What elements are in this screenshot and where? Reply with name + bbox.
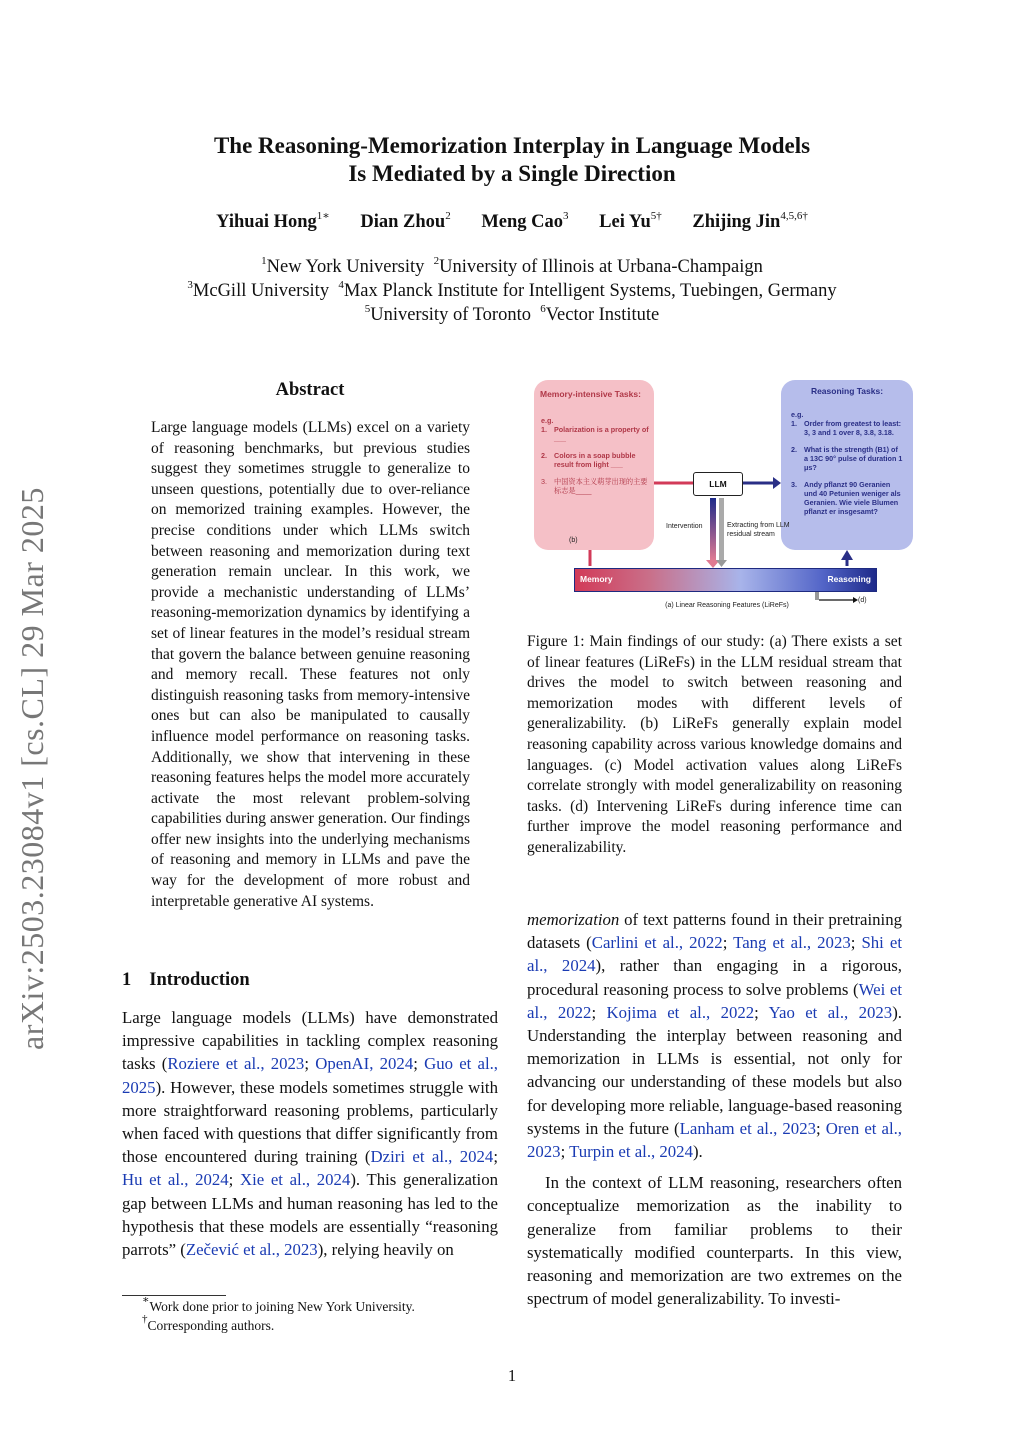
footnote-rule: [122, 1295, 226, 1296]
llm-box: LLM: [693, 472, 743, 496]
section-heading: [122, 970, 250, 991]
text-run: ;: [815, 1118, 826, 1138]
citation-link[interactable]: Guo et al., 2025: [122, 1054, 499, 1097]
citation-link[interactable]: Wei et al., 2022: [527, 979, 902, 1022]
figure-1: [527, 378, 919, 610]
title-line-1: The Reasoning-Memorization Interplay in Language Models: [213, 133, 811, 158]
lirefs-bar: [574, 568, 877, 592]
citation-link[interactable]: Roziere et al., 2023: [167, 1054, 305, 1074]
arrowhead: [841, 550, 853, 560]
memory-task: 3. 中国资本主义萌芽出现的主要标志是____: [541, 477, 648, 495]
citation-link[interactable]: Dziri et al., 2024: [370, 1147, 494, 1167]
text-run: ;: [754, 1002, 769, 1022]
memory-box-title: Memory-intensive Tasks:: [540, 389, 641, 399]
page-number: 1: [507, 1366, 517, 1385]
bar-right-label: Reasoning: [827, 574, 871, 584]
bar-left-label: Memory: [580, 574, 613, 584]
footnote: ∗Work done prior to joining New York University.: [142, 1294, 415, 1314]
reasoning-tasks-box: [781, 380, 913, 550]
author: Yihuai Hong$^{1∗}$: [216, 210, 330, 232]
intervention-arrow: [710, 498, 716, 560]
reasoning-task: 1. Order from greatest to least: 3, 3 and 1 over 8, 3.8, 3.18.: [791, 419, 902, 437]
citation-link[interactable]: Xie et al., 2024: [239, 1170, 351, 1190]
text-run: ). This generalization gap between LLMs and human reasoning has led to the hypothesis that these models are essentially “reasoning parrots” (: [122, 1170, 499, 1260]
label-b: (b): [569, 537, 578, 544]
affiliation-line: $^5$University of Toronto $^6$Vector Institute: [364, 303, 660, 325]
author: Meng Cao$^3$: [481, 210, 569, 232]
text-run: ;: [591, 1002, 607, 1022]
citation-link[interactable]: Hu et al., 2024: [122, 1170, 229, 1190]
text-run: ;: [850, 933, 862, 953]
memory-task: 1. Polarization is a property of ___: [541, 425, 649, 443]
eg-label: e.g.: [541, 416, 554, 425]
affiliations: [0, 255, 1024, 327]
right-column-text: [527, 908, 902, 1310]
arrowhead: [773, 477, 781, 489]
intervention-label: Intervention: [666, 523, 703, 530]
eg-label: e.g.: [791, 410, 804, 419]
author-list: [0, 212, 1024, 233]
section-number: 1: [122, 970, 132, 990]
paragraph: In the context of LLM reasoning, researchers often conceptualize memorization as the inability to generalize from familiar problems to their systematically modified counterparts. In this view, reasoning and memorization are two extremes on the spectrum of model generalizability. To investi-: [527, 1173, 902, 1309]
figure-subcaption: (a) Linear Reasoning Features (LiReFs): [665, 602, 789, 609]
text-run: Large language models (LLMs) have demonstrated impressive capabilities in tackling complex reasoning tasks (: [122, 1008, 498, 1074]
citation-link[interactable]: Yao et al., 2023: [768, 1002, 893, 1022]
extract-arrow: [719, 498, 724, 560]
emphasis: memorization: [527, 910, 620, 929]
arrowhead: [716, 560, 727, 567]
footnote: †Corresponding authors.: [142, 1313, 275, 1333]
text-run: ), relying heavily on: [317, 1240, 454, 1260]
text-run: of text patterns found in their pretraining datasets (: [527, 910, 902, 953]
author: Zhijing Jin$^{4,5,6\dagger}$: [692, 210, 808, 232]
author: Dian Zhou$^2$: [360, 210, 451, 232]
text-run: ;: [304, 1054, 316, 1074]
extract-label: Extracting from LLM residual stream: [727, 522, 790, 538]
paragraph: [527, 908, 902, 1163]
citation-link[interactable]: Shi et al., 2024: [527, 933, 902, 976]
text-run: ). Understanding the interplay between reasoning and memorization in LLMs is essential, not only for advancing our understanding of these models but also for developing more reliable, language-based reasoning systems in the future (: [527, 1002, 902, 1138]
text-run: ;: [722, 933, 734, 953]
text-run: ).: [692, 1142, 703, 1162]
citation-link[interactable]: Oren et al., 2023: [527, 1118, 903, 1162]
label-d: (d): [858, 597, 867, 604]
footnotes: [122, 1294, 415, 1335]
citation-link[interactable]: OpenAI, 2024: [315, 1054, 414, 1074]
memory-task-list: [541, 416, 649, 503]
abstract-text: Large language models (LLMs) excel on a variety of reasoning benchmarks, but previous studies suggest they sometimes struggle to generalize to unseen questions, potentially due to over-reliance on memorized training examples. However, the precise conditions under which LLMs switch between reasoning and memorization during text generation remain unclear. In this work, we provide a mechanistic understanding of LLMs’ reasoning-memorization dynamics by identifying a set of linear features in the model’s residual stream that govern the balance between genuine reasoning and memory recall. These features not only distinguish reasoning tasks from memory-intensive ones but can also be manipulated to causally influence model performance on reasoning tasks. Additionally, we show that intervening in these reasoning features helps the model more accurately activate the most relevant problem-solving capabilities during answer generation. Our findings offer new insights into the underlying mechanisms of reasoning and memory in LLMs and pave the way for the development of more robust and interpretable generative AI systems.: [151, 419, 470, 910]
memory-task: 2. Colors in a soap bubble result from light ___: [541, 451, 636, 469]
affiliation-line: $^3$McGill University $^4$Max Planck Institute for Intelligent Systems, Tuebingen, Germany: [187, 279, 837, 301]
reasoning-box-title: Reasoning Tasks:: [810, 386, 884, 396]
citation-link[interactable]: Tang et al., 2023: [733, 933, 851, 953]
title-line-2: Is Mediated by a Single Direction: [348, 161, 676, 186]
text-run: ;: [413, 1054, 425, 1074]
paper-title: [0, 132, 1024, 188]
figure-caption: Figure 1: Main findings of our study: (a) There exists a set of linear features (LiReFs) in the LLM residual stream that drives the model to switch between reasoning and memorization modes with different levels of generalizability. (b) LiReFs generally explain model reasoning capability across various knowledge domains and languages. (c) Model activation values along LiReFs correlate strongly with model generalizability on reasoning tasks. (d) Intervening LiReFs during inference time can further improve the model reasoning performance and generalizability.: [527, 633, 902, 856]
section-title: Introduction: [149, 970, 250, 990]
citation-link[interactable]: Kojima et al., 2022: [606, 1002, 755, 1022]
intro-paragraph: [122, 1006, 498, 1261]
citation-link[interactable]: Zečević et al., 2023: [185, 1240, 318, 1260]
text-run: ). However, these models sometimes struggle with more straightforward reasoning problems, particularly when faced with questions that differ significantly from those encountered during training (: [122, 1077, 498, 1167]
abstract-heading: Abstract: [275, 380, 345, 400]
reasoning-task: 2. What is the strength (B1) of a 13C 90° pulse of duration 1 μs?: [791, 445, 903, 472]
text-run: ;: [228, 1170, 240, 1190]
reasoning-task: 3. Andy pflanzt 90 Geranien und 40 Petunien weniger als Geranien. Wie viele Blumen pflanzt er insgesamt?: [791, 480, 901, 516]
citation-link[interactable]: Lanham et al., 2023: [679, 1118, 816, 1138]
arxiv-stamp: arXiv:2503.23084v1 [cs.CL] 29 Mar 2025: [14, 487, 50, 1050]
citation-link[interactable]: Turpin et al., 2024: [569, 1142, 693, 1162]
affiliation-line: $^1$New York University $^2$University of Illinois at Urbana-Champaign: [261, 255, 763, 277]
text-run: ;: [560, 1142, 570, 1162]
text-run: ;: [493, 1147, 498, 1167]
memory-tasks-box: [534, 380, 654, 550]
text-run: ), rather than engaging in a rigorous, procedural reasoning process to solve problems (: [527, 956, 902, 999]
author: Lei $Yu^{5\dagger}$: [599, 210, 662, 232]
reasoning-task-list: [791, 410, 903, 524]
citation-link[interactable]: Carlini et al., 2022: [591, 933, 723, 953]
